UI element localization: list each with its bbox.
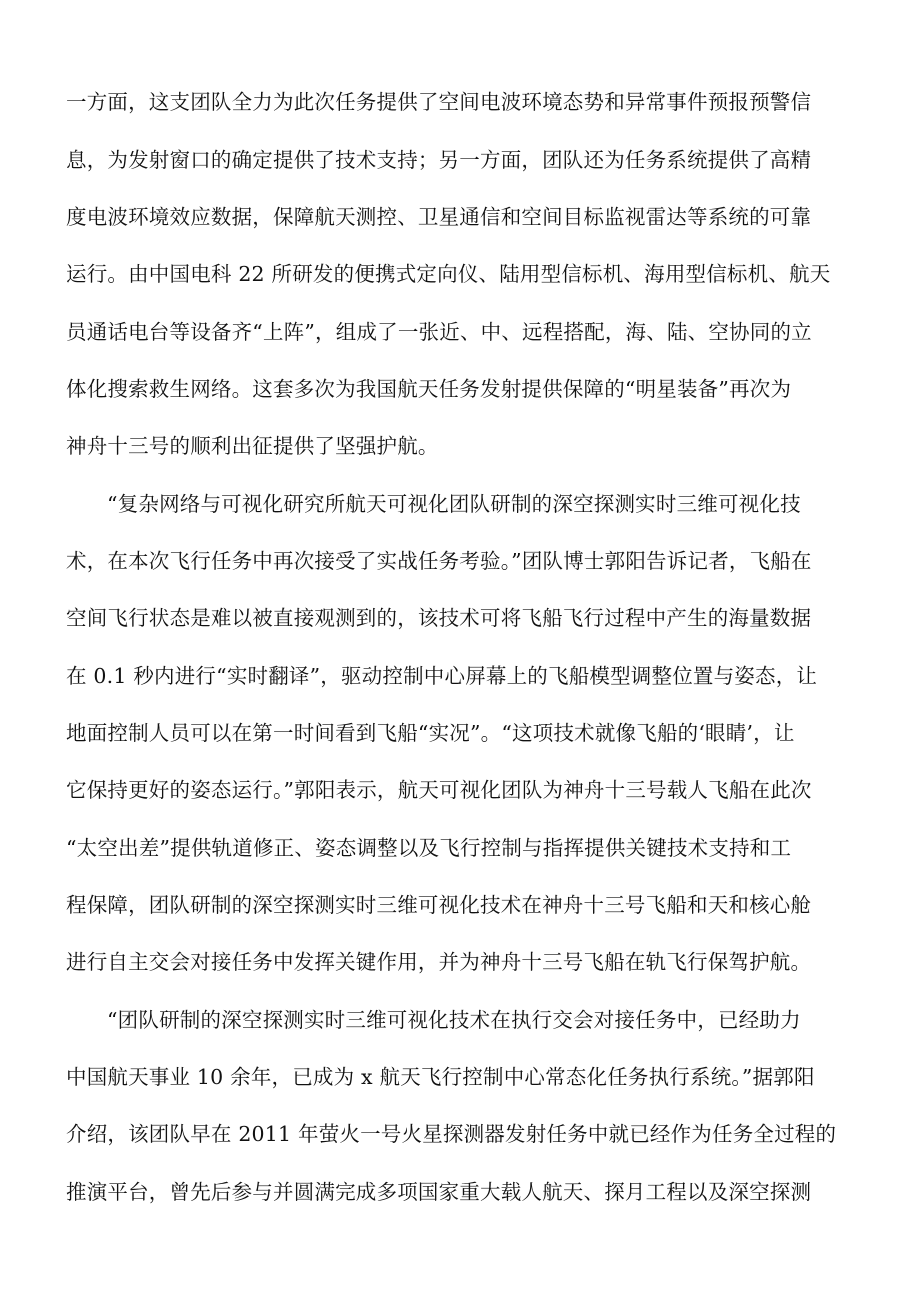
- text-line: 一方面，这支团队全力为此次任务提供了空间电波环境态势和异常事件预报预警信: [66, 90, 812, 114]
- text-line: “太空出差”提供轨道修正、姿态调整以及飞行控制与指挥提供关键技术支持和工: [66, 836, 792, 860]
- text-line: 运行。由中国电科 22 所研发的便携式定向仪、陆用型信标机、海用型信标机、航天: [66, 262, 831, 286]
- text-line: 神舟十三号的顺利出征提供了坚强护航。: [66, 434, 439, 458]
- text-line: 度电波环境效应数据，保障航天测控、卫星通信和空间目标监视雷达等系统的可靠: [66, 205, 812, 229]
- text-line: 术，在本次飞行任务中再次接受了实战任务考验。”团队博士郭阳告诉记者，飞船在: [66, 549, 812, 573]
- text-line: 它保持更好的姿态运行。”郭阳表示，航天可视化团队为神舟十三号载人飞船在此次: [66, 778, 812, 802]
- text-line: 推演平台，曾先后参与并圆满完成多项国家重大载人航天、探月工程以及深空探测: [66, 1180, 812, 1204]
- paragraph-first-line: “团队研制的深空探测实时三维可视化技术在执行交会对接任务中，已经助力: [107, 1008, 801, 1032]
- text-line: 在 0.1 秒内进行“实时翻译”，驱动控制中心屏幕上的飞船模型调整位置与姿态，让: [66, 664, 818, 688]
- text-line: 息，为发射窗口的确定提供了技术支持；另一方面，团队还为任务系统提供了高精: [66, 148, 812, 172]
- text-line: 员通话电台等设备齐“上阵”，组成了一张近、中、远程搭配，海、陆、空协同的立: [66, 320, 812, 344]
- paragraph-first-line: “复杂网络与可视化研究所航天可视化团队研制的深空探测实时三维可视化技: [107, 492, 801, 516]
- text-line: 进行自主交会对接任务中发挥关键作用，并为神舟十三号飞船在轨飞行保驾护航。: [66, 950, 812, 974]
- text-line: 介绍，该团队早在 2011 年萤火一号火星探测器发射任务中就已经作为任务全过程的: [66, 1122, 837, 1146]
- text-line: 中国航天事业 10 余年，已成为 x 航天飞行控制中心常态化任务执行系统。”据郭阳: [66, 1065, 815, 1089]
- text-line: 空间飞行状态是难以被直接观测到的，该技术可将飞船飞行过程中产生的海量数据: [66, 606, 812, 630]
- text-line: 体化搜索救生网络。这套多次为我国航天任务发射提供保障的“明星装备”再次为: [66, 377, 792, 401]
- text-line: 程保障，团队研制的深空探测实时三维可视化技术在神舟十三号飞船和天和核心舱: [66, 893, 812, 917]
- text-line: 地面控制人员可以在第一时间看到飞船“实况”。“这项技术就像飞船的‘眼睛’，让: [66, 721, 795, 745]
